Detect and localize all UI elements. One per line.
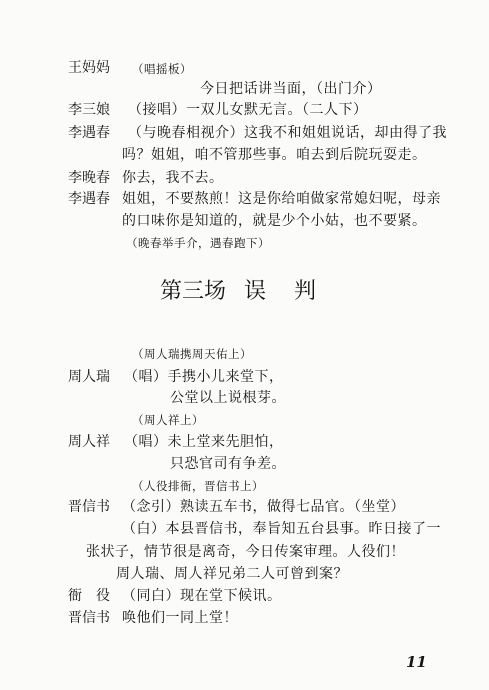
- dialogue-line: 吗？姐姐，咱不管那些事。咱去到后院玩耍走。: [122, 147, 427, 163]
- scene-title-number: 第三场: [160, 279, 227, 304]
- speaker-li-yuchun: 李遇春: [68, 191, 110, 207]
- scene-title-word1: 误: [244, 279, 267, 304]
- speaker-jin-xinshu: 晋信书: [68, 610, 110, 626]
- scene-title-word2: 判: [294, 279, 317, 304]
- dialogue-line: 的口味你是知道的，就是少个小姑，也不要紧。: [122, 213, 427, 229]
- dialogue-line: （白）本县晋信书，奉旨知五台县事。昨日接了一: [122, 521, 441, 537]
- dialogue-line: （同白）现在堂下候讯。: [122, 588, 282, 604]
- dialogue-line: （唱）未上堂来先胆怕，: [124, 434, 284, 450]
- stage-direction: （唱摇板）: [132, 62, 192, 76]
- scene-title: [160, 278, 316, 306]
- speaker-wang-mama: 王妈妈: [68, 60, 110, 76]
- speaker-jin-xinshu: 晋信书: [68, 499, 110, 515]
- dialogue-line: （与晚春相视介）这我不和姐姐说话，却由得了我: [128, 125, 447, 141]
- dialogue-line: 周人瑞、周人祥兄弟二人可曾到案？: [116, 566, 348, 582]
- dialogue-line: 公堂以上说根芽。: [170, 390, 286, 406]
- speaker-zhou-renxiang: 周人祥: [68, 434, 110, 450]
- speaker-li-yuchun: 李遇春: [68, 125, 110, 141]
- dialogue-line: （念引）熟读五车书，做得七品官。（坐堂）: [122, 499, 405, 515]
- dialogue-line: 只恐官司有争差。: [170, 456, 286, 472]
- dialogue-line: （接唱）一双儿女默无言。（二人下）: [128, 102, 368, 118]
- dialogue-line: （唱）手携小儿来堂下，: [124, 369, 284, 385]
- dialogue-line: 唤他们一同上堂！: [122, 610, 238, 626]
- stage-direction: （周人瑞携周天佑上）: [132, 347, 252, 361]
- page-number: 11: [406, 653, 427, 671]
- stage-direction: （周人祥上）: [132, 413, 204, 427]
- speaker-zhou-renrui: 周人瑞: [68, 369, 110, 385]
- speaker-yayi: 衙役: [68, 588, 124, 604]
- stage-direction: （人役排衙，晋信书上）: [132, 479, 264, 493]
- speaker-li-sanniang: 李三娘: [68, 102, 110, 118]
- stage-direction: （晚春举手介，遇春跑下）: [126, 236, 270, 250]
- dialogue-line: 今日把话讲当面，（出门介）: [200, 81, 382, 97]
- dialogue-line: 张状子，情节很是离奇，今日传案审理。人役们！: [86, 544, 405, 560]
- dialogue-line: 你去，我不去。: [122, 170, 224, 186]
- dialogue-line: 姐姐，不要熬煎！这是你给咱做家常媳妇呢，母亲: [122, 191, 441, 207]
- speaker-li-wanchun: 李晚春: [68, 170, 110, 186]
